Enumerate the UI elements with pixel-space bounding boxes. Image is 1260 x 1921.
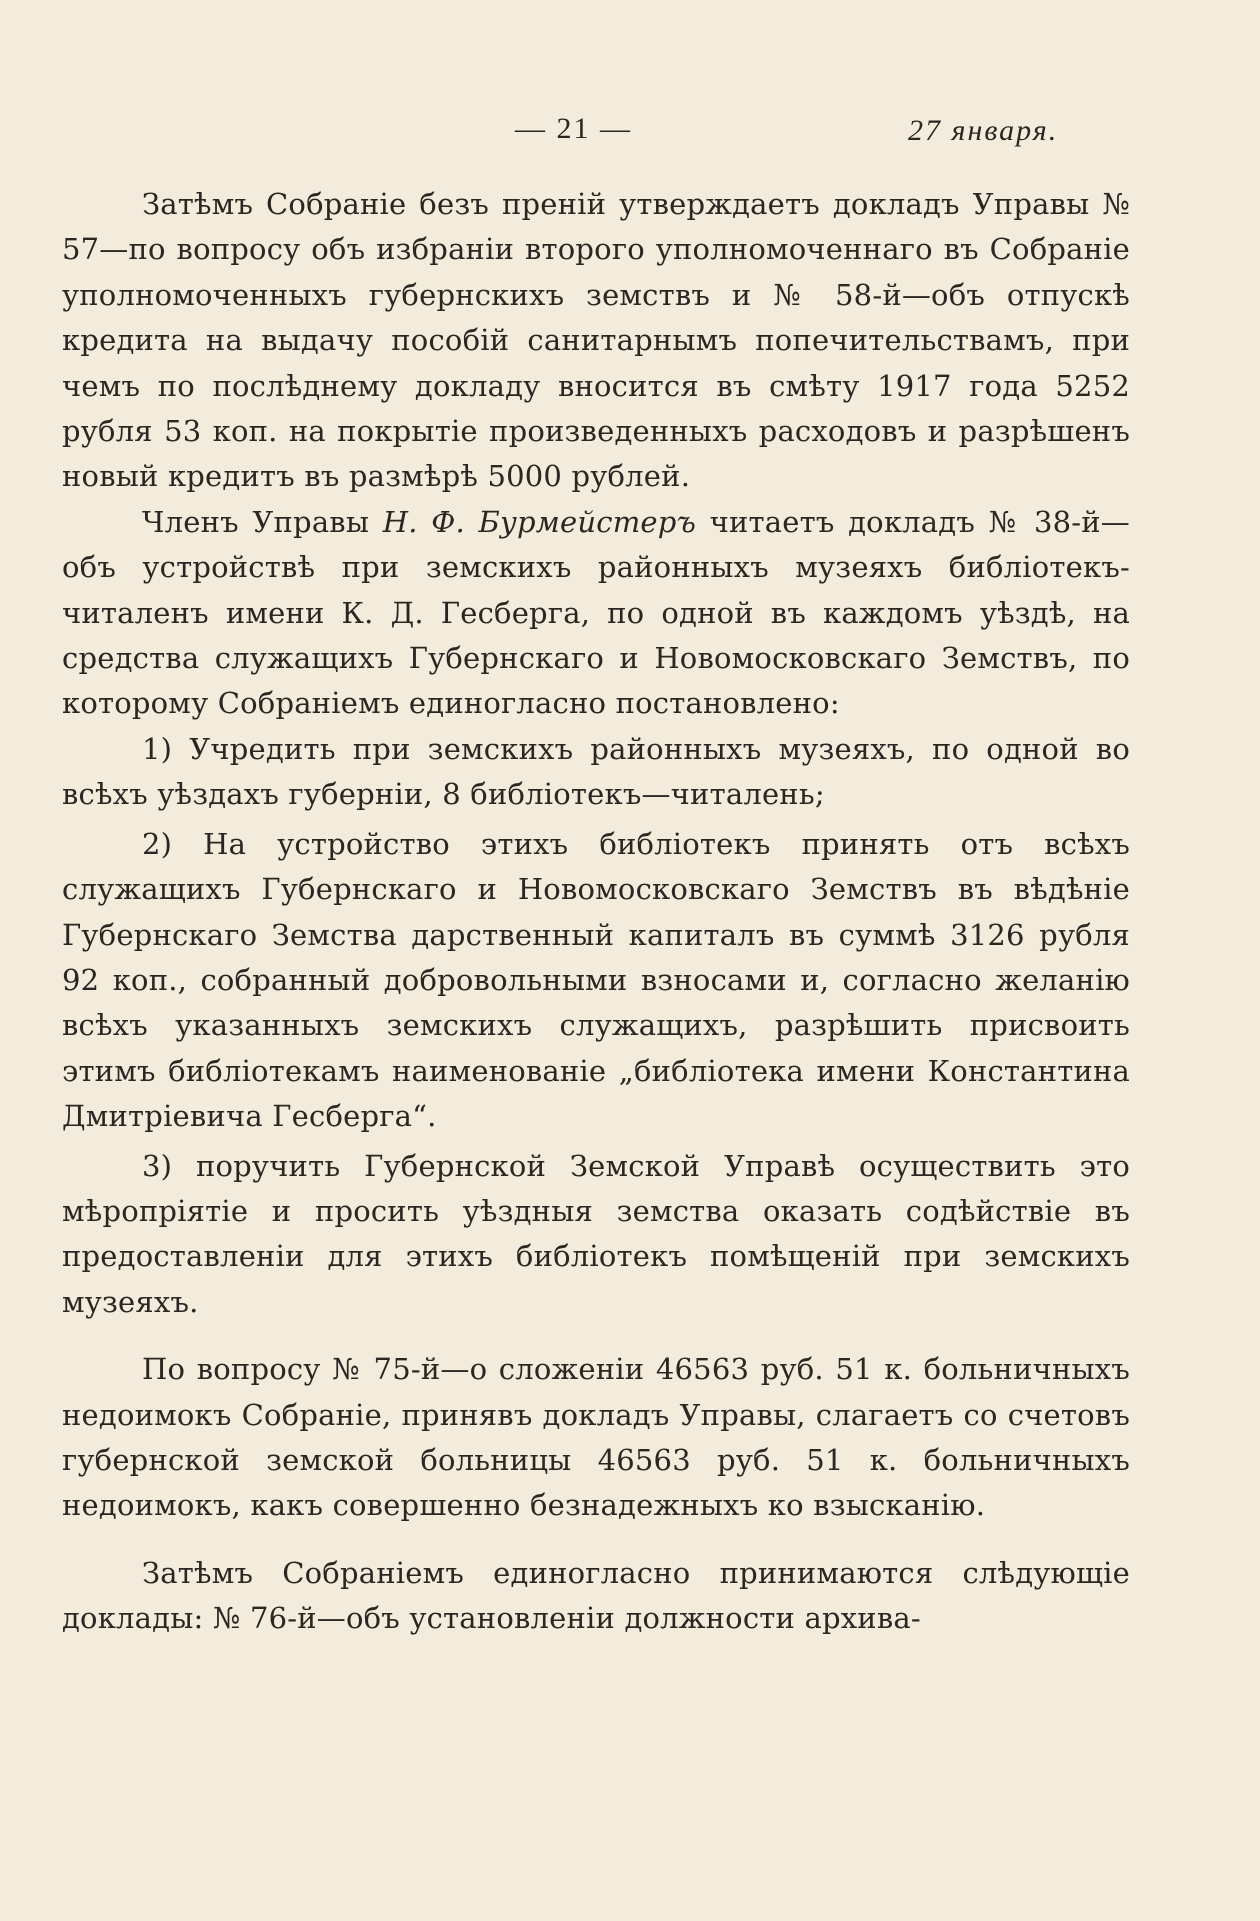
- page-number: — 21 —: [515, 112, 632, 145]
- resolution-item-1: 1) Учредить при земскихъ районныхъ музеяхъ, по одной во всѣхъ уѣздахъ губерніи, 8 библіотекъ—читалень;: [62, 731, 1130, 812]
- resolution-item-2: 2) На устройство этихъ библіотекъ принять отъ всѣхъ служащихъ Губернскаго и Новомосковскаго Земствъ въ вѣдѣніе Губернскаго Земства дарственный капиталъ въ суммѣ 3126 рубля 92 коп., собранный добровольными взносами и, согласно желанію всѣхъ указанныхъ земскихъ служащихъ, разрѣшить присвоить этимъ библіотекамъ наименованіе „библіотека имени Константина Дмитріевича Гесберга“.: [62, 826, 1130, 1134]
- member-name: Н. Ф. Бурмейстеръ: [382, 504, 697, 539]
- paragraph-hospital-arrears: По вопросу № 75-й—о сложеніи 46563 руб. 51 к. больничныхъ недоимокъ Собраніе, принявъ докладъ Управы, слагаетъ со счетовъ губернской земской больницы 46563 руб. 51 к. больничныхъ недоимокъ, какъ совершенно безнадежныхъ ко взысканію.: [62, 1352, 1130, 1523]
- paragraph-approval: Затѣмъ Собраніе безъ преній утверждаетъ докладъ Управы № 57—по вопросу объ избраніи второго уполномоченнаго въ Собраніе уполномоченныхъ губернскихъ земствъ и № 58-й—объ отпускѣ кредита на выдачу пособій санитарнымъ попечительствамъ, при чемъ по послѣднему докладу вносится въ смѣту 1917 года 5252 рубля 53 коп. на покрытіе произведенныхъ расходовъ и разрѣшенъ новый кредитъ въ размѣрѣ 5000 рублей.: [62, 187, 1130, 494]
- paragraph-adopted-reports: Затѣмъ Собраніемъ единогласно принимаются слѣдующіе доклады: № 76-й—объ установленіи должности архива-: [62, 1555, 1130, 1636]
- member-report-intro: Членъ Управы: [142, 504, 383, 539]
- page-body: [62, 182, 1130, 1642]
- resolution-item-3: 3) поручить Губернской Земской Управѣ осуществить это мѣропріятіе и просить уѣздныя земства оказать содѣйствіе въ предоставленіи для этихъ библіотекъ помѣщеній при земскихъ музеяхъ.: [62, 1148, 1130, 1319]
- member-report-text: читаетъ докладъ № 38-й—объ устройствѣ при земскихъ районныхъ музеяхъ библіотекъ-читаленъ имени К. Д. Гесберга, по одной въ каждомъ уѣздѣ, на средства служащихъ Губернскаго и Новомосковскаго Земствъ, по которому Собраніемъ единогласно постановлено:: [62, 504, 1130, 721]
- paragraph-member-report: [62, 500, 1130, 727]
- page-header: [0, 112, 1260, 162]
- page-date: 27 января.: [908, 114, 1059, 147]
